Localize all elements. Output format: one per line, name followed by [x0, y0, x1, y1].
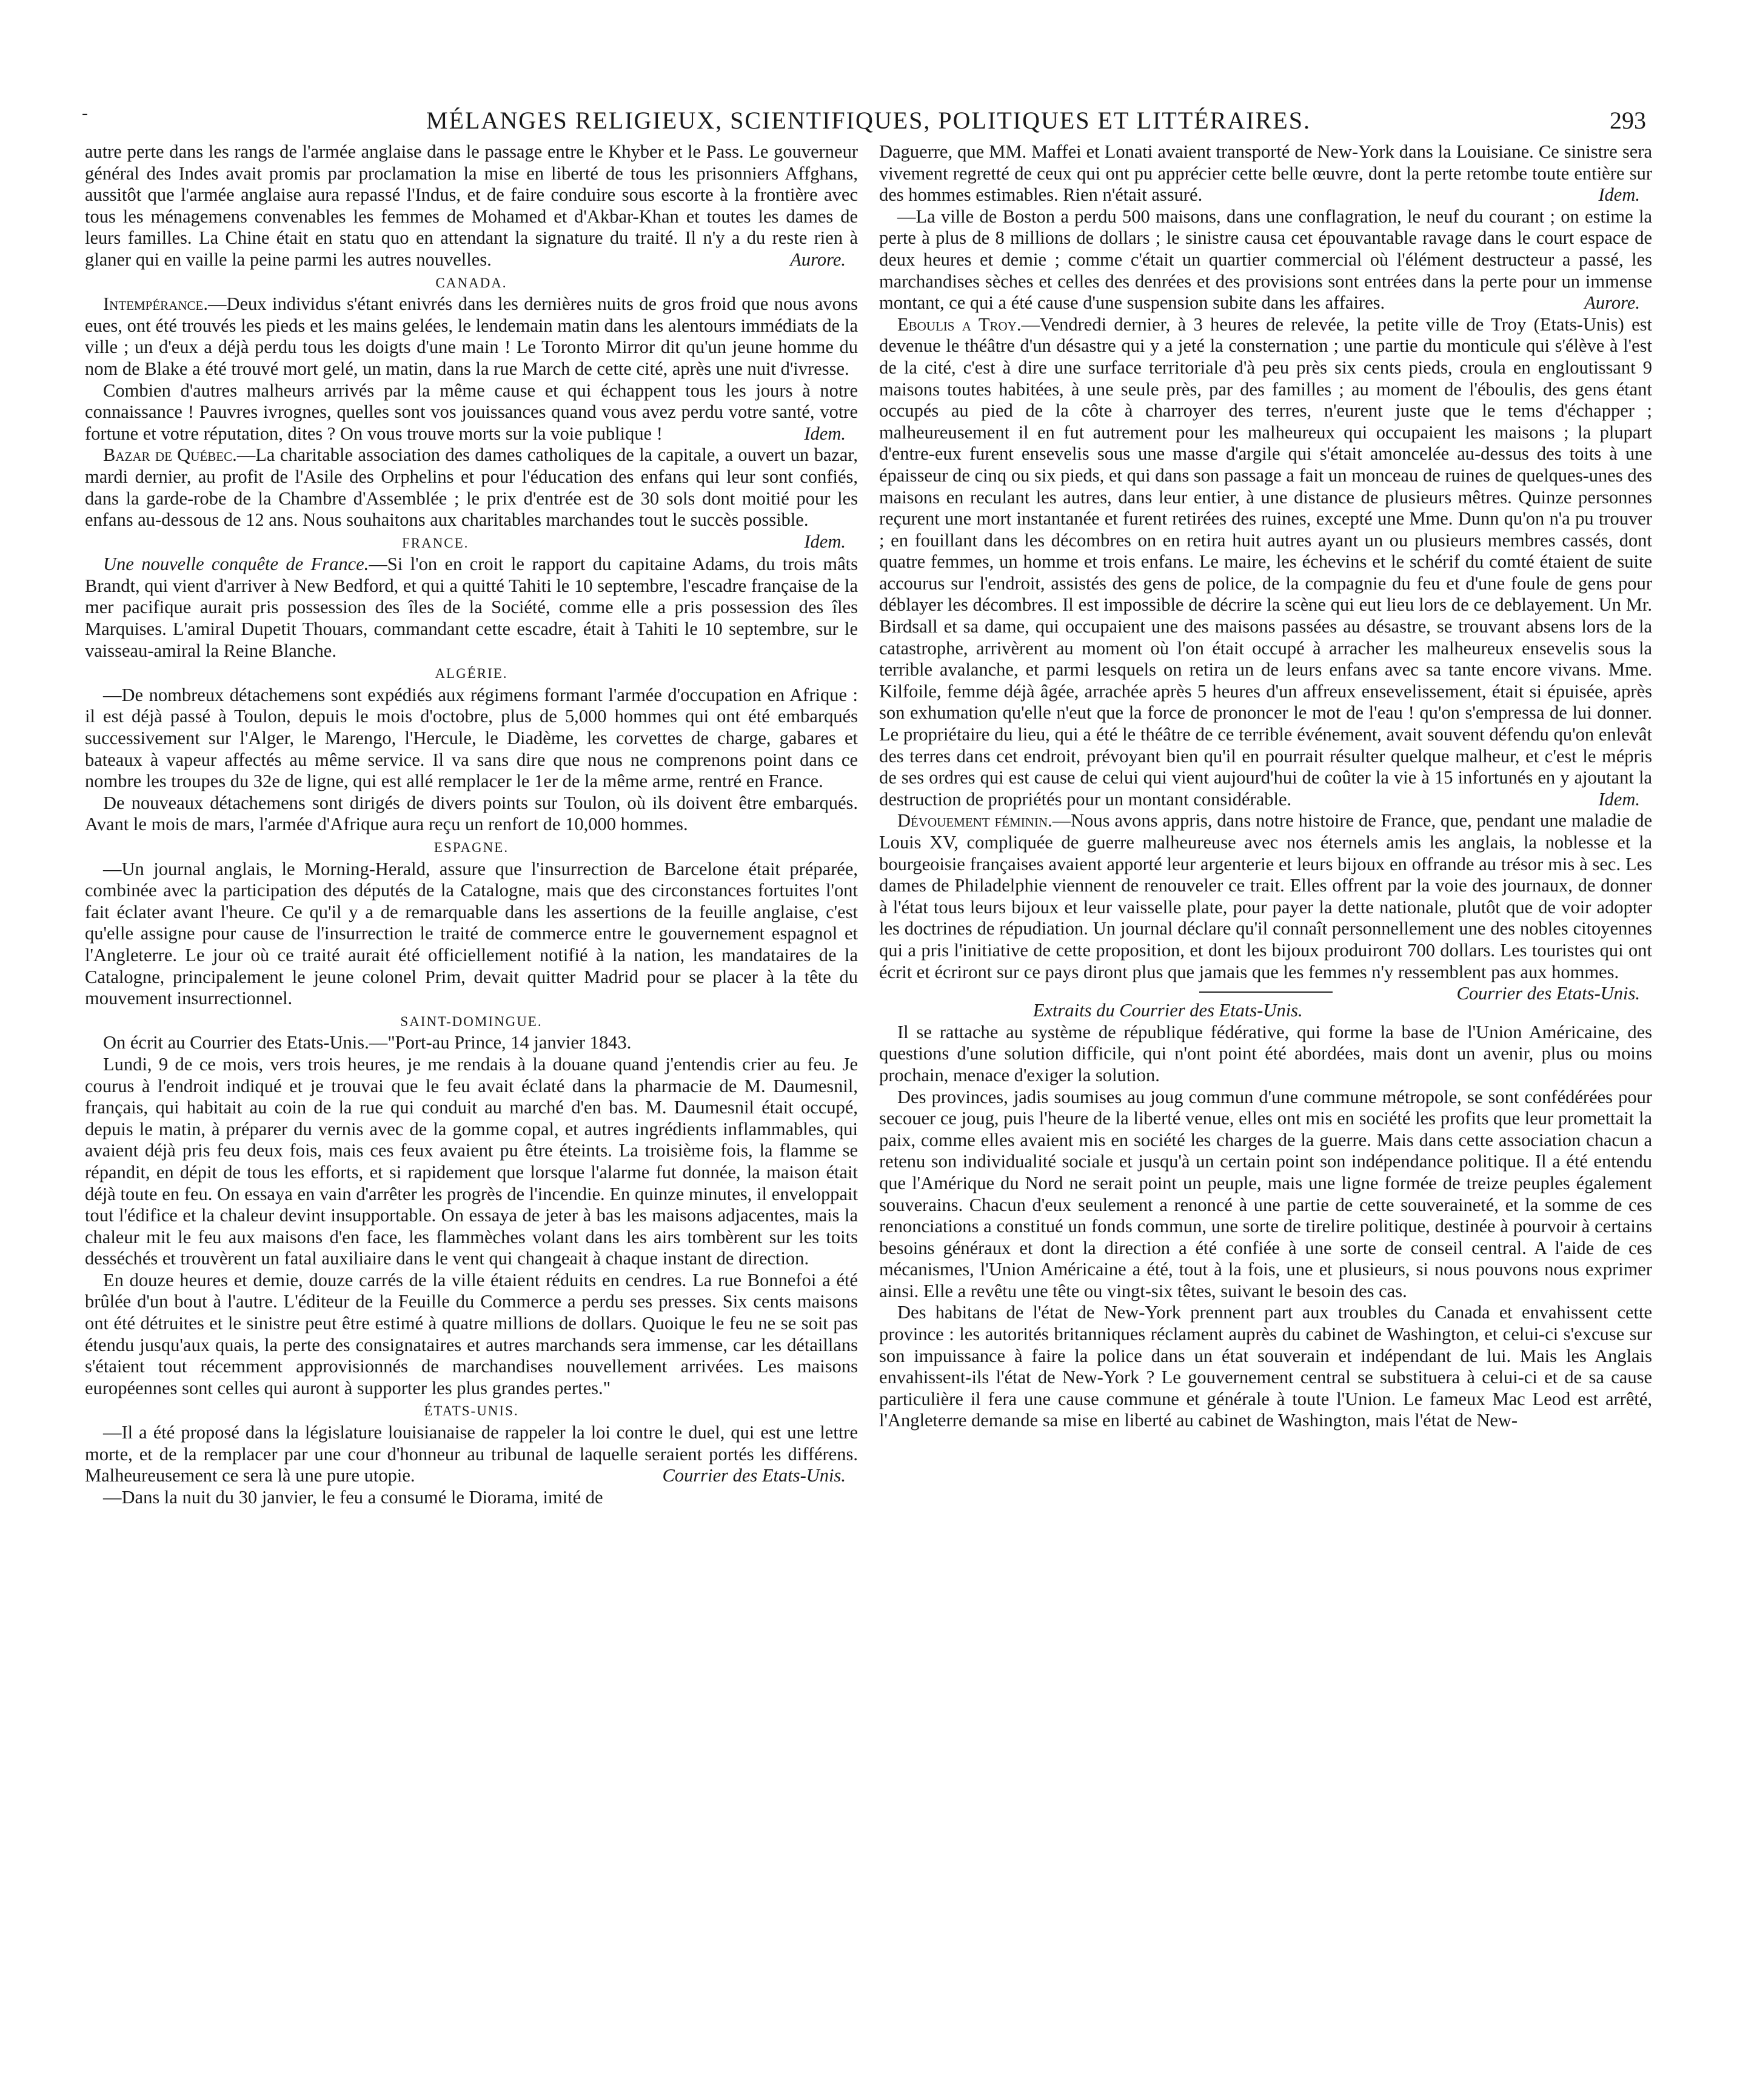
- source-credit: Idem.: [1598, 184, 1640, 206]
- article-paragraph: Eboulis a Troy.—Vendredi dernier, à 3 heures de relevée, la petite ville de Troy (Etats-Unis) est devenue le théâtre d'un désastre qui y a jeté la consternation ; une partie du monticule qui s'élève à l'est de la cité, c'est à dire une surface territoriale d'à peu près six cents pieds, croula en engloutissant 9 maisons toutes habitées, à une seule près, par des familles ; au moment de l'éboulis, des gens étant occupés au pied de la côte à charroyer des terres, n'eurent juste que le tems d'échapper ; malheureusement il en fut autrement pour les malheureux qui occupaient les maisons ; la plupart d'entre-eux furent ensevelis sous une masse d'argile qui s'était amoncelée au-dessus des toits à une épaisseur de cinq ou six pieds, et qui dans son passage a fait un monceau de ruines de quelques-unes des maisons en reculant les autres, dans leur entier, à une distance de plusieurs mêtres. Quinze personnes reçurent une mort instantanée et furent retirées des ruines, excepté une Mme. Dunn qu'on n'a pu trouver ; en fouillant dans les décombres on en retira huit autres ayant un ou plusieurs membres cassés, dont quatre femmes, un homme et trois enfans. Le maire, les échevins et le schérif du comté étaient de suite accourus sur l'endroit, assistés des gens de police, de la compagnie du feu et d'une foule de gens pour déblayer les décombres. Il est impossible de décrire la scène qui eut lieu lors de ce deblayement. Un Mr. Birdsall et sa dame, qui occupaient une des maisons passées au désastre, se trouvant absens lors de la catastrophe, arrivèrent au moment où l'on était occupé à arracher les malheureux ensevelis sous la terrible avalanche, et parmi lesquels on retira un de leurs enfans avec sa tante encore vivans. Mme. Kilfoile, femme déjà âgée, arrachée après 5 heures d'un affreux ensevelissement, était si épuisée, après son exhumation qu'elle n'eut que la force de prononcer le mot de l'eau ! qu'on s'empressa de lui donner. Le propriétaire du lieu, qui a été le théâtre de ce terrible événement, avait souvent défendu qu'on enlevât des terres dans cet endroit, prévoyant bien qu'il en pourrait résulter quelque malheur, et c'est le mépris de ses ordres qui est cause de celui qui vient aujourd'hui de coûter la vie à 15 infortunés en y ajoutant la destruction de propriétés pour un montant considérable. Idem.: [879, 314, 1652, 810]
- article-paragraph: Des provinces, jadis soumises au joug commun d'une commune métropole, se sont confédérées pour secouer ce joug, puis l'heure de la liberté venue, elles ont mis en société les profits que leur promettait la paix, comme elles avaient mis en société les charges de la guerre. Mais dans cette association chacun a retenu son individualité sociale et jusqu'à un certain point son indépendance politique. Il a été entendu que l'Amérique du Nord ne serait point un peuple, mais une ligne formée de treize peuples également souverains. Chacun d'eux seulement a renoncé à une partie de cette souveraineté, et la somme de ces renonciations a constitué un fonds commun, une sorte de tirelire politique, destinée à pourvoir à certains besoins généraux et dont la direction a été confiée à une sorte de conseil central. A l'aide de ces mécanismes, l'Union Américaine a été, tout à la fois, une et plusieurs, si nous pouvons nous exprimer ainsi. Elle a revêtu une tête ou vingt-six têtes, suivant le besoin des cas.: [879, 1086, 1652, 1301]
- page-number: 293: [1610, 107, 1646, 134]
- article-paragraph: —Un journal anglais, le Morning-Herald, assure que l'insurrection de Barcelone était préparée, combinée avec la participation des députés de la Catalogne, mais que des circonstances fortuites l'ont fait éclater avant l'heure. Ce qu'il y a de remarquable dans les assertions de la feuille anglaise, c'est qu'elle assigne pour cause de l'insurrection le traité de commerce entre le gouvernement espagnol et l'Angleterre. Le jour où ce traité aurait été officiellement notifié à la nation, les mandataires de la Catalogne, principalement le jeune colonel Prim, devait quitter Madrid pour se placer à la tête du mouvement insurrectionnel.: [85, 858, 858, 1009]
- section-heading-france: FRANCE.: [401, 535, 469, 551]
- article-paragraph: Il se rattache au système de république fédérative, qui forme la base de l'Union Américaine, des questions d'une solution difficile, qui n'ont point été abordées, mais dont un avenir, plus ou moins prochain, menace d'exiger la solution.: [879, 1021, 1652, 1085]
- article-lead: Bazar de Québec.: [103, 444, 237, 466]
- section-divider: [1199, 991, 1333, 993]
- section-heading-etats-unis: ÉTATS-UNIS.: [424, 1403, 519, 1419]
- right-column: [879, 141, 1652, 1508]
- running-head: [82, 100, 1652, 136]
- page-mark: -: [82, 103, 88, 123]
- article-lead: Dévouement féminin.: [897, 810, 1053, 831]
- source-credit: Courrier des Etats-Unis.: [662, 1465, 846, 1486]
- article-paragraph: En douze heures et demie, douze carrés de la ville étaient réduits en cendres. La rue Bonnefoi a été brûlée d'un bout à l'autre. L'éditeur de la Feuille du Commerce a perdu ses presses. Six cents maisons ont été détruites et le sinistre peut être estimé à quatre millions de dollars. Quoique le feu ne se soit pas étendu jusqu'aux quais, la perte des consignataires et autres marchands sera immense, car les détaillans s'étaient tout récemment approvisionnés de marchandises nouvellement arrivées. Les maisons européennes sont celles qui auront à supporter les plus grandes pertes.": [85, 1269, 858, 1398]
- article-paragraph: —De nombreux détachemens sont expédiés aux régimens formant l'armée d'occupation en Afrique : il est déjà passé à Toulon, depuis le mois d'octobre, plus de 5,000 hommes qui ont été embarqués successivement sur l'Alger, le Marengo, l'Hercule, le Diadème, les corvettes de charge, gabares et bateaux à vapeur affectés au même service. Il va sans dire que nous ne comprenons point dans ce nombre les troupes du 32e de ligne, qui est allé remplacer le 1er de la même arme, rentré en France.: [85, 684, 858, 792]
- article-paragraph: Des habitans de l'état de New-York prennent part aux troubles du Canada et envahissent cette province : les autorités britanniques réclament auprès du cabinet de Washington, et celui-ci s'excuse sur son impuissance à faire la police dans un état souverain et indépendant de lui. Mais les Anglais envahissent-ils l'état de New-York ? Le gouvernement central se substituera à celui-ci et de sa cause particulière il fera une cause commune et générale à toute l'Union. Le fameux Mac Leod est arrêté, l'Angleterre demande sa mise en liberté au cabinet de Washington, mais l'état de New-: [879, 1302, 1652, 1431]
- article-lead: Intempérance.: [103, 294, 208, 315]
- extract-title: Extraits du Courrier des Etats-Unis.: [1032, 1000, 1303, 1021]
- page-title: MÉLANGES RELIGIEUX, SCIENTIFIQUES, POLITIQUES ET LITTÉRAIRES.: [426, 107, 1311, 134]
- left-column: [85, 141, 858, 1508]
- article-paragraph: Dévouement féminin.—Nous avons appris, dans notre histoire de France, que, pendant une maladie de Louis XV, compliquée de guerre malheureuse avec nos éternels amis les anglais, la noblesse et la bourgeoisie françaises avaient apporté leur argenterie et leurs bijoux en offrande au trésor mis à sec. Les dames de Philadelphie viennent de renouveler ce trait. Elles offrent par la voie des journaux, de donner à l'état tous leurs bijoux et leur vaisselle plate, pour payer la dette nationale, plutôt que de voir adopter les doctrines de répudiation. Un journal déclare qu'il connaît personnellement une des nobles citoyennes qui a pris l'initiative de cette proposition, et dont les bijoux produiront 700 dollars. Les touristes qui ont écrit et écriront sur ce pays diront plus que jamais que les femmes n'y ressemblent pas aux hommes. Courrier des Etats-Unis.: [879, 810, 1652, 1004]
- source-credit: Idem.: [804, 531, 846, 552]
- article-lead: Une nouvelle conquête de France.: [103, 554, 369, 575]
- source-credit: Aurore.: [790, 249, 846, 270]
- source-credit: Idem.: [1598, 788, 1640, 810]
- article-paragraph: Daguerre, que MM. Maffei et Lonati avaient transporté de New-York dans la Louisiane. Ce sinistre sera vivement regretté de ceux qui ont pu apprécier cette belle œuvre, dont la perte retombe toute entière sur des hommes estimables. Rien n'était assuré. Idem.: [879, 141, 1652, 206]
- article-paragraph: Bazar de Québec.—La charitable association des dames catholiques de la capitale, a ouvert un bazar, mardi dernier, au profit de l'Asile des Orphelins et pour l'éducation des enfans qui leur sont confiés, dans la garde-robe de la Chambre d'Assemblée ; le prix d'entrée est de 30 sols dont moitié pour les enfans au-dessous de 12 ans. Nous souhaitons aux charitables marchandes tout le succès possible. Idem.: [85, 444, 858, 552]
- article-paragraph: —Il a été proposé dans la législature louisianaise de rappeler la loi contre le duel, qui est une lettre morte, et de la remplacer par une cour d'honneur au tribunal de laquelle seraient portés les différens. Malheureusement ce sera là une pure utopie. Courrier des Etats-Unis.: [85, 1422, 858, 1486]
- article-paragraph: Intempérance.—Deux individus s'étant enivrés dans les dernières nuits de gros froid que nous avons eues, ont été trouvés les pieds et les mains gelées, le lendemain matin dans les alentours immédiats de la ville ; un d'eux a déjà perdu tous les doigts d'une main ! Le Toronto Mirror dit qu'un jeune homme du nom de Blake a été trouvé mort gelé, un matin, dans la rue March de cette cité, après une nuit d'ivresse.: [85, 294, 858, 379]
- article-paragraph: autre perte dans les rangs de l'armée anglaise dans le passage entre le Khyber et le Pass. Le gouverneur général des Indes avait promis par proclamation la mise en liberté de tous les prisonniers Affghans, aussitôt que l'armée anglaise aura repassé l'Indus, et de faire conduire sous escorte à la frontière avec tous les ménagemens convenables les femmes de Mohamed et d'Akbar-Khan et toutes les dames de leurs familles. La Chine était en statu quo en attendant la signature du traité. Il n'y a du reste rien à glaner qui en vaille la peine parmi les autres nouvelles. Aurore.: [85, 141, 858, 270]
- article-paragraph: —Dans la nuit du 30 janvier, le feu a consumé le Diorama, imité de: [103, 1486, 603, 1508]
- text-columns: [85, 141, 1652, 1508]
- section-heading-algerie: ALGÉRIE.: [435, 666, 508, 682]
- source-credit: Idem.: [804, 423, 846, 444]
- article-paragraph: —La ville de Boston a perdu 500 maisons, dans une conflagration, le neuf du courant ; on estime la perte à plus de 8 millions de dollars ; le sinistre causa cet épouvantable ravage dans le court espace de deux heures et demie ; comme c'était un quartier commercial où l'élément destructeur a passé, les marchandises sèches et celles des denrées et des provisions sont entrées dans la perte pour un immense montant, ce qui a été cause d'une suspension subite dans les affaires. Aurore.: [879, 206, 1652, 314]
- section-heading-canada: CANADA.: [435, 275, 507, 290]
- article-paragraph: Lundi, 9 de ce mois, vers trois heures, je me rendais à la douane quand j'entendis crier au feu. Je courus à l'endroit indiqué et je trouvai que le feu avait éclaté dans la pharmacie de M. Daumesnil, français, qui habitait au coin de la rue qui conduit au marché d'en bas. M. Daumesnil était occupé, depuis le matin, à préparer du vernis avec de la gomme copal, et autres ingrédients inflammables, qui avaient déjà pris feu deux fois, mais ces feux avaient pu être éteints. La troisième fois, la flamme se répandit, en dépit de tous les efforts, et si rapidement que lorsque l'alarme fut donnée, la maison était déjà toute en feu. On essaya en vain d'arrêter les progrès de l'incendie. En quinze minutes, il enveloppait tout l'édifice et la chaleur devint insupportable. On essaya de jeter à bas les maisons adjacentes, mais la chaleur mit le feu aux maisons d'en face, les flammèches volant dans les airs tombèrent sur les toits desséchés et trouvèrent un fatal auxiliaire dans le vent qui changeait à chaque instant de direction.: [85, 1053, 858, 1269]
- article-lead: Eboulis a Troy.: [897, 314, 1022, 335]
- article-paragraph: On écrit au Courrier des Etats-Unis.—"Port-au Prince, 14 janvier 1843.: [103, 1032, 632, 1053]
- article-paragraph: De nouveaux détachemens sont dirigés de divers points sur Toulon, où ils doivent être embarqués. Avant le mois de mars, l'armée d'Afrique aura reçu un renfort de 10,000 hommes.: [85, 792, 858, 835]
- section-heading-espagne: ESPAGNE.: [433, 840, 509, 855]
- section-heading-saint-domingue: SAINT-DOMINGUE.: [400, 1013, 543, 1029]
- source-credit: Aurore.: [1584, 292, 1640, 314]
- article-paragraph: Combien d'autres malheurs arrivés par la même cause et qui échappent tous les jours à notre connaissance ! Pauvres ivrognes, quelles sont vos jouissances quand vous avez perdu votre santé, votre fortune et votre réputation, dites ? On vous trouve morts sur la voie publique ! Idem.: [85, 380, 858, 444]
- source-credit: Courrier des Etats-Unis.: [1456, 983, 1640, 1004]
- article-paragraph: Une nouvelle conquête de France.—Si l'on en croit le rapport du capitaine Adams, du trois mâts Brandt, qui vient d'arriver à New Bedford, et qui a quitté Tahiti le 10 septembre, l'escadre française de la mer pacifique aurait pris possession des îles de la Société, comme elle a pris possession des îles Marquises. L'amiral Dupetit Thouars, commandant cette escadre, était à Tahiti le 10 septembre, sur le vaisseau-amiral la Reine Blanche.: [85, 554, 858, 661]
